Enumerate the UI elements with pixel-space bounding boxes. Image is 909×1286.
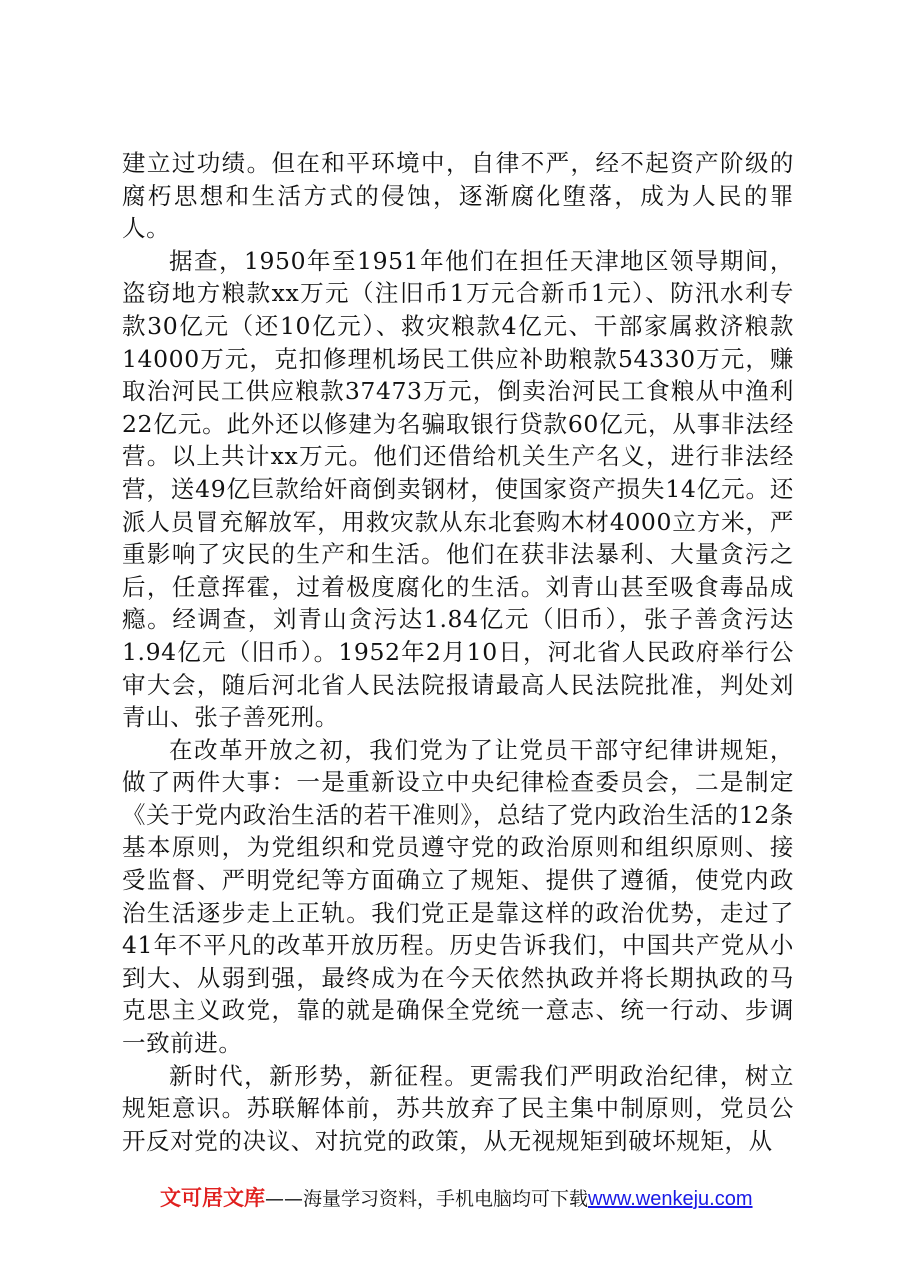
paragraph-investigation: 据查，1950年至1951年他们在担任天津地区领导期间，盗窃地方粮款xx万元（注旧币1万元合新币1元）、防汛水利专款30亿元（还10亿元）、救灾粮款4亿元、干部家属救济粮款14000万元，克扣修理机场民工供应补助粮款54330万元，赚取治河民工供应粮款37473万元，倒卖治河民工食粮从中渔利22亿元。此外还以修建为名骗取银行贷款60亿元，从事非法经营。以上共计xx万元。他们还借给机关生产名义，进行非法经营，送49亿巨款给奸商倒卖钢材，使国家资产损失14亿元。还派人员冒充解放军，用救灾款从东北套购木材4000立方米，严重影响了灾民的生产和生活。他们在获非法暴利、大量贪污之后，任意挥霍，过着极度腐化的生活。刘青山甚至吸食毒品成瘾。经调查，刘青山贪污达1.84亿元（旧币），张子善贪污达1.94亿元（旧币）。1952年2月10日，河北省人民政府举行公审大会，随后河北省人民法院报请最高人民法院批准，判处刘青山、张子善死刑。 (122, 246, 794, 732)
document-body (122, 147, 794, 1157)
footer-website-link[interactable]: www.wenkeju.com (588, 1188, 753, 1210)
footer-slogan: 海量学习资料，手机电脑均可下载 (303, 1188, 589, 1210)
footer-banner (160, 1183, 800, 1213)
paragraph-new-era: 新时代，新形势，新征程。更需我们严明政治纪律，树立规矩意识。苏联解体前，苏共放弃了民主集中制原则，党员公开反对党的决议、对抗党的政策，从无视规矩到破坏规矩，从 (122, 1061, 794, 1155)
paragraph-continued: 建立过功绩。但在和平环境中，自律不严，经不起资产阶级的腐朽思想和生活方式的侵蚀，逐渐腐化堕落，成为人民的罪人。 (122, 149, 794, 243)
paragraph-reform: 在改革开放之初，我们党为了让党员干部守纪律讲规矩，做了两件大事：一是重新设立中央纪律检查委员会，二是制定《关于党内政治生活的若干准则》，总结了党内政治生活的12条基本原则，为党组织和党员遵守党的政治原则和组织原则、接受监督、严明党纪等方面确立了规矩、提供了遵循，使党内政治生活逐步走上正轨。我们党正是靠这样的政治优势，走过了41年不平凡的改革开放历程。历史告诉我们，中国共产党从小到大、从弱到强，最终成为在今天依然执政并将长期执政的马克思主义政党，靠的就是确保全党统一意志、统一行动、步调一致前进。 (122, 735, 794, 1058)
footer-brand: 文可居文库 (160, 1186, 265, 1210)
footer-dash: —— (265, 1188, 303, 1210)
